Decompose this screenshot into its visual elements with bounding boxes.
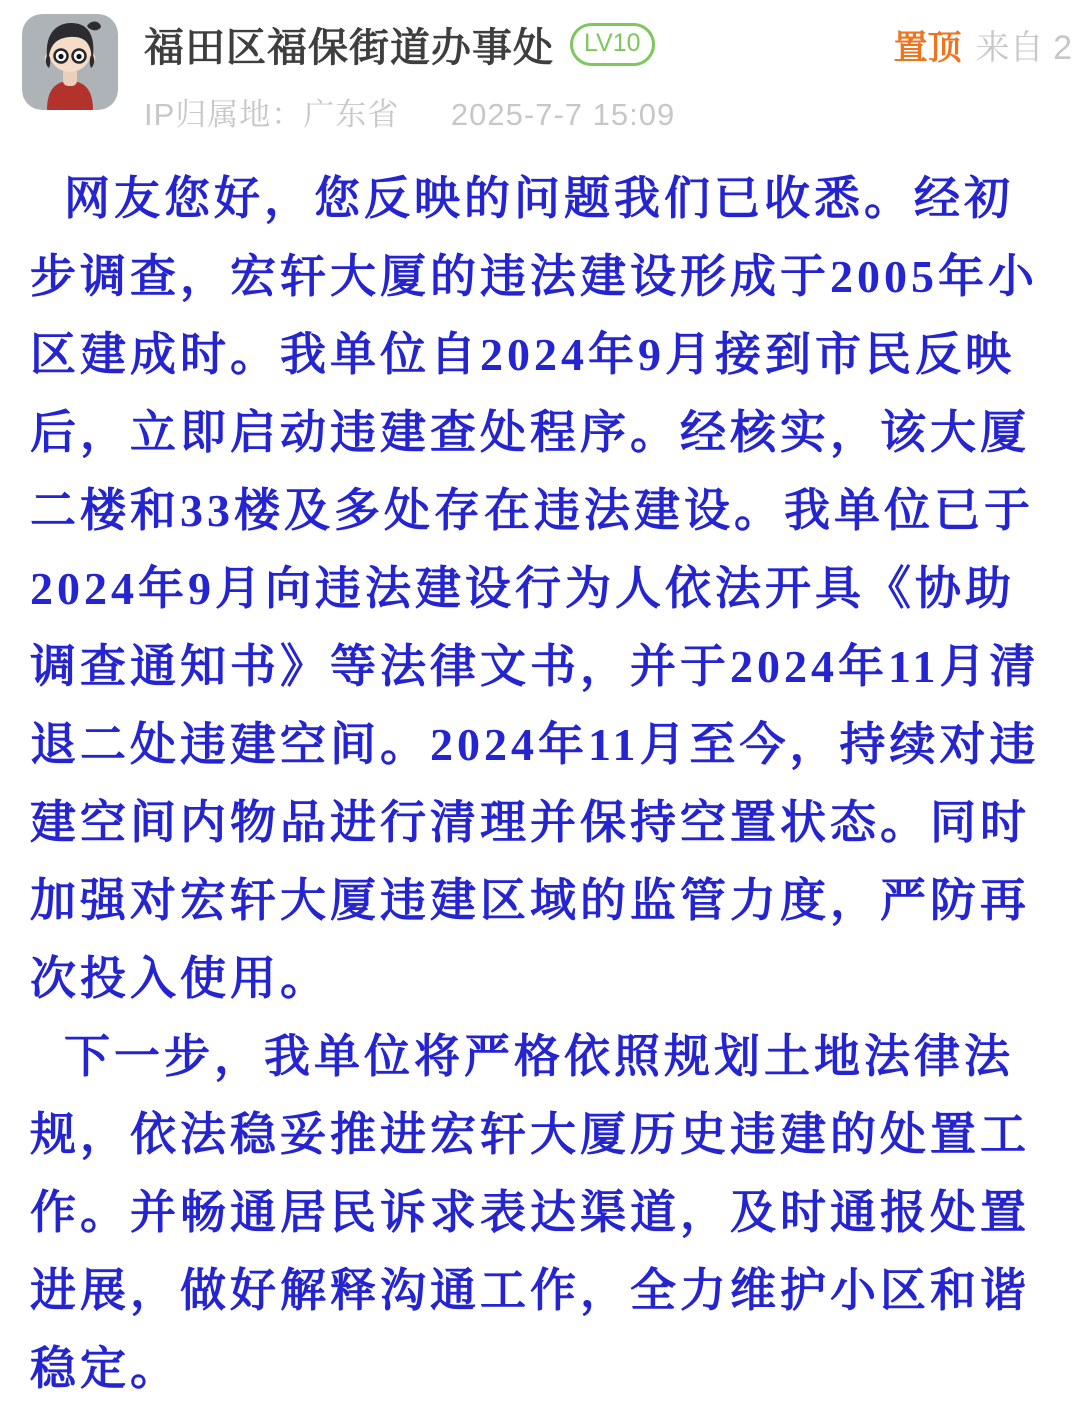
- header-main: [144, 14, 1072, 134]
- post-meta: [894, 20, 1072, 69]
- from-floor-link[interactable]: 来自 2: [975, 29, 1072, 67]
- header-row-top: [144, 16, 1072, 73]
- header-row-sub: [144, 89, 1072, 134]
- timestamp: 2025-7-7 15:09: [450, 97, 676, 132]
- ip-location-value: 广东省: [303, 97, 400, 132]
- post-body: [0, 134, 1080, 1408]
- body-paragraph: 下一步，我单位将严格依照规划土地法律法规，依法稳妥推进宏轩大厦历史违建的处置工作。并畅通居民诉求表达渠道，及时通报处置进展，做好解释沟通工作，全力维护小区和谐稳定。: [30, 1031, 1030, 1394]
- level-badge: LV10: [570, 23, 655, 66]
- avatar[interactable]: [22, 14, 118, 110]
- author-name[interactable]: 福田区福保街道办事处: [144, 26, 554, 70]
- ip-location-label: IP归属地：: [144, 97, 304, 132]
- post-header: [0, 0, 1080, 134]
- body-paragraph: 网友您好，您反映的问题我们已收悉。经初步调查，宏轩大厦的违法建设形成于2005年小区建成时。我单位自2024年9月接到市民反映后，立即启动违建查处程序。经核实，该大厦二楼和33楼及多处存在违法建设。我单位已于2024年9月向违法建设行为人依法开具《协助调查通知书》等法律文书，并于2024年11月清退二处违建空间。2024年11月至今，持续对违建空间内物品进行清理并保持空置状态。同时加强对宏轩大厦违建区域的监管力度，严防再次投入使用。: [30, 173, 1040, 1004]
- avatar-image: [22, 14, 118, 110]
- pinned-badge: 置顶: [893, 29, 962, 67]
- ip-location: [144, 97, 399, 132]
